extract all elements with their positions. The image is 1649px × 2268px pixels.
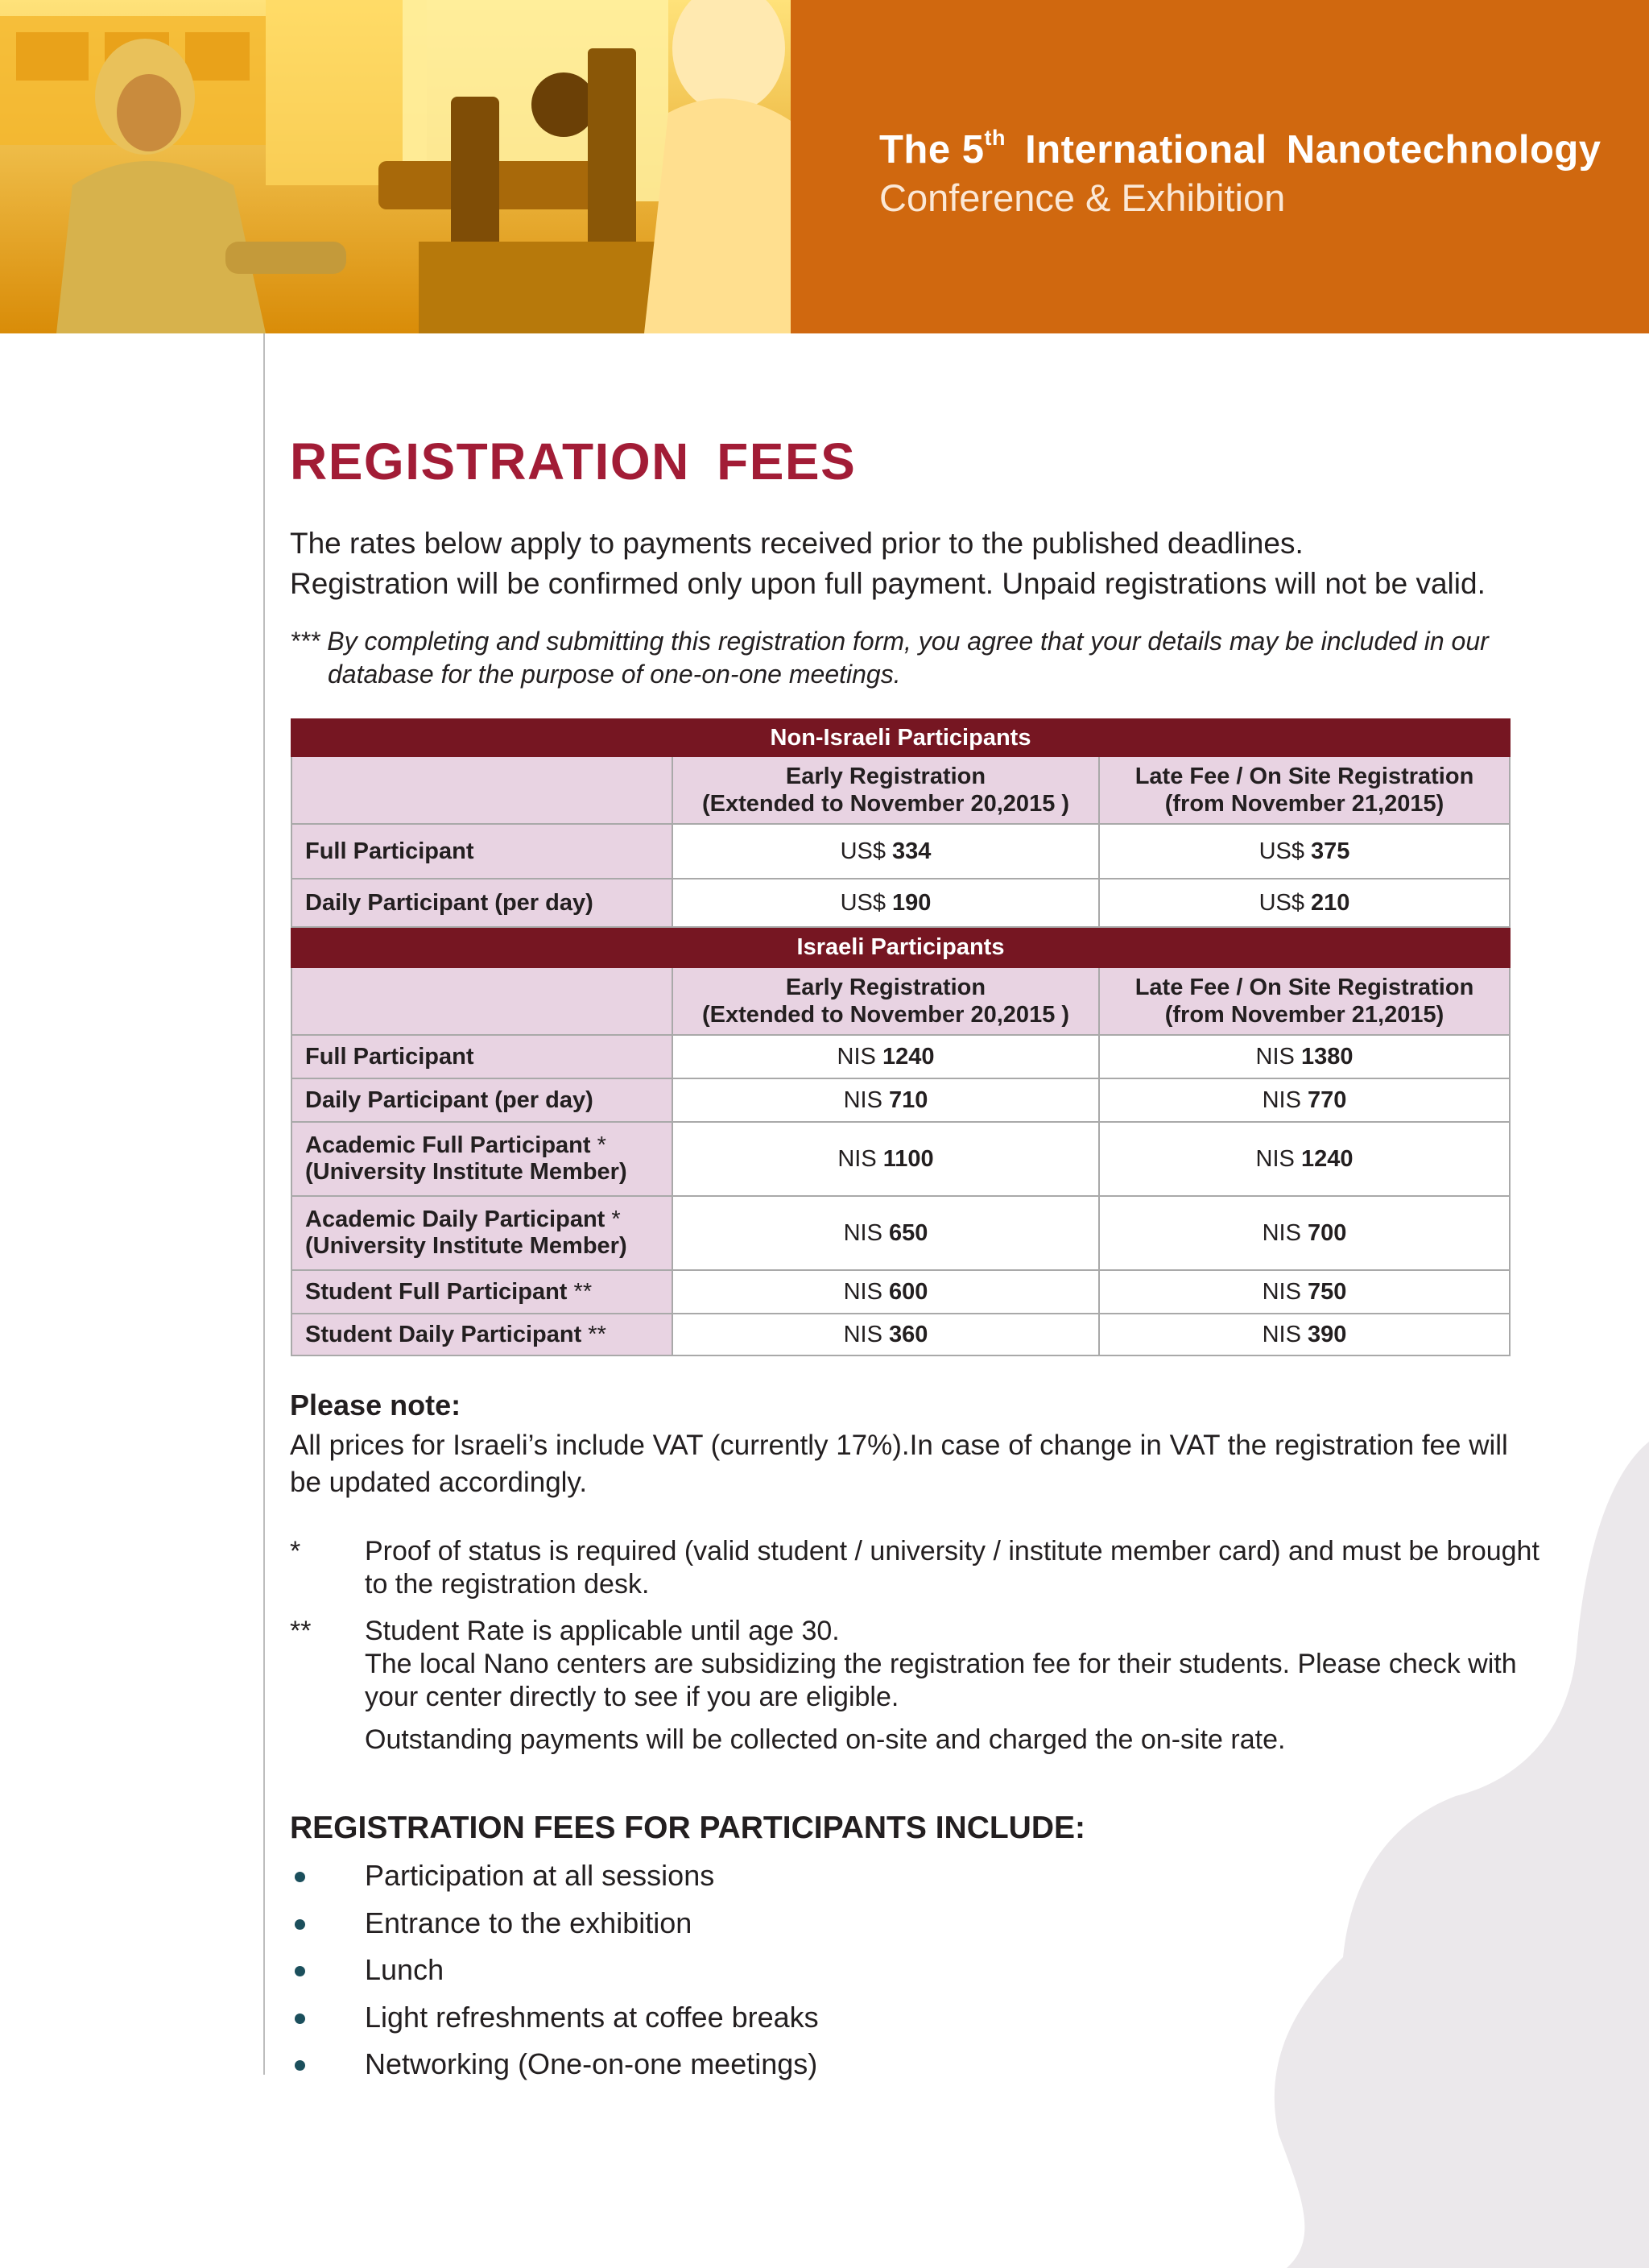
col-header-early: Early Registration (Extended to November 20,2015 ): [672, 756, 1099, 824]
database-disclaimer: *** By completing and submitting this registration form, you agree that your details may be included in our database for the purpose of one-on-one meetings.: [290, 627, 1489, 689]
bullet-icon: [295, 2060, 305, 2071]
vat-note: All prices for Israeli’s include VAT (currently 17%).In case of change in VAT the registration fee will be updated accordingly.: [290, 1430, 1508, 1498]
table-row: Full Participant NIS 1240 NIS 1380: [291, 1035, 1510, 1078]
section-row-non-israeli: [291, 719, 1510, 756]
list-item: Entrance to the exhibition: [290, 1900, 819, 1947]
bullet-icon: [295, 2013, 305, 2024]
header-banner: [0, 0, 1649, 333]
fees-table: [291, 718, 1511, 1356]
section-row-israeli: [291, 927, 1510, 967]
column-header-row: [291, 967, 1510, 1035]
intro-line-2: Registration will be confirmed only upon full payment. Unpaid registrations will not be valid.: [290, 567, 1486, 600]
intro-text: [290, 524, 1486, 604]
table-row: Student Full Participant ** NIS 600 NIS 750: [291, 1270, 1510, 1314]
list-item: Participation at all sessions: [290, 1852, 819, 1900]
section-title-non-israeli: Non-Israeli Participants: [291, 719, 1510, 756]
list-item: Networking (One-on-one meetings): [290, 2041, 819, 2088]
col-header-late: Late Fee / On Site Registration (from November 21,2015): [1099, 967, 1510, 1035]
lab-photo-illustration: [0, 0, 791, 333]
footnote-mark: *: [290, 1536, 301, 1566]
section-title-israeli: Israeli Participants: [291, 927, 1510, 967]
table-row: Daily Participant (per day) NIS 710 NIS 770: [291, 1078, 1510, 1122]
conference-subtitle: Conference & Exhibition: [879, 176, 1286, 219]
table-row: Academic Full Participant * (University Institute Member) NIS 1100 NIS 1240: [291, 1122, 1510, 1196]
includes-list: [290, 1852, 819, 2088]
bullet-icon: [295, 1966, 305, 1976]
table-row: Daily Participant (per day) US$ 190 US$ 210: [291, 879, 1510, 927]
conference-title: The 5th International Nanotechnology: [879, 126, 1601, 172]
page-title: REGISTRATION FEES: [290, 432, 857, 490]
col-header-early: Early Registration (Extended to November 20,2015 ): [672, 967, 1099, 1035]
intro-line-1: The rates below apply to payments received prior to the published deadlines.: [290, 527, 1304, 560]
table-row: Academic Daily Participant * (University Institute Member) NIS 650 NIS 700: [291, 1196, 1510, 1270]
table-row: Student Daily Participant ** NIS 360 NIS 390: [291, 1314, 1510, 1355]
note-heading: Please note:: [290, 1389, 461, 1422]
table-row: Full Participant US$ 334 US$ 375: [291, 824, 1510, 879]
footnote-mark: **: [290, 1616, 312, 1646]
col-header-late: Late Fee / On Site Registration (from November 21,2015): [1099, 756, 1510, 824]
includes-heading: REGISTRATION FEES FOR PARTICIPANTS INCLUDE:: [290, 1811, 1086, 1845]
bullet-icon: [295, 1872, 305, 1882]
list-item: Lunch: [290, 1947, 819, 1994]
margin-rule: [263, 333, 265, 2075]
column-header-row: [291, 756, 1510, 824]
bullet-icon: [295, 1919, 305, 1930]
lab-photo: [0, 0, 791, 333]
list-item: Light refreshments at coffee breaks: [290, 1994, 819, 2042]
